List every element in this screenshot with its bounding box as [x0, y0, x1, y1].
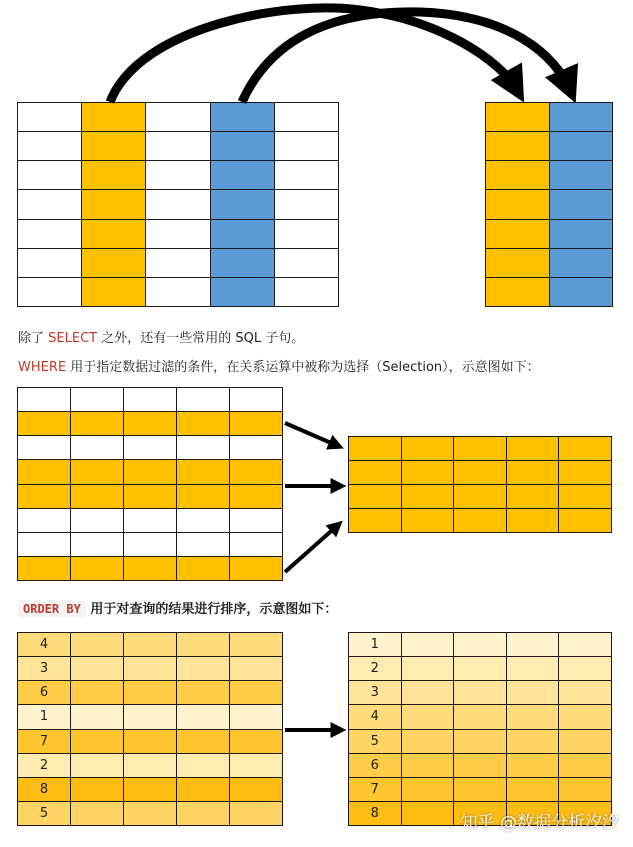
- table-cell: [230, 508, 283, 532]
- table-cell: [230, 460, 283, 484]
- table-cell: [401, 633, 454, 657]
- row-value-cell: 2: [349, 657, 402, 681]
- where-arrows: [285, 423, 340, 572]
- select-arrow-orange: [110, 8, 517, 102]
- table-cell: [559, 705, 612, 729]
- table-cell: [124, 436, 177, 460]
- text-line-orderby: [18, 598, 337, 617]
- table-cell: [401, 485, 454, 509]
- line1-post: 之外，还有一些常用的 SQL 子句。: [97, 331, 305, 346]
- table-cell: [18, 484, 71, 508]
- table-row: [349, 657, 612, 681]
- text-line-select: [18, 327, 304, 346]
- order-result-table: [348, 632, 612, 826]
- table-cell: [506, 729, 559, 753]
- table-cell: [18, 532, 71, 556]
- row-value-cell: 7: [349, 777, 402, 801]
- table-cell: [506, 681, 559, 705]
- table-row: [18, 753, 283, 777]
- row-value-cell: 8: [18, 777, 71, 801]
- table-row: [18, 388, 283, 412]
- table-cell: [177, 556, 230, 580]
- table-cell: [401, 437, 454, 461]
- table-cell: [71, 436, 124, 460]
- table-cell: [177, 412, 230, 436]
- table-cell: [454, 509, 507, 533]
- table-cell: [18, 388, 71, 412]
- table-cell: [349, 485, 402, 509]
- table-cell: [177, 508, 230, 532]
- table-row: [18, 460, 283, 484]
- table-cell: [230, 484, 283, 508]
- row-value-cell: 6: [349, 753, 402, 777]
- table-row: [349, 729, 612, 753]
- row-value-cell: 8: [349, 801, 402, 825]
- table-cell: [230, 753, 283, 777]
- table-cell: [124, 508, 177, 532]
- table-cell: [506, 509, 559, 533]
- table-cell: [559, 485, 612, 509]
- table-cell: [177, 753, 230, 777]
- table-cell: [71, 508, 124, 532]
- table-cell: [71, 681, 124, 705]
- table-cell: [177, 801, 230, 825]
- table-cell: [18, 460, 71, 484]
- table-cell: [230, 633, 283, 657]
- table-cell: [18, 556, 71, 580]
- table-cell: [71, 777, 124, 801]
- table-row: [18, 412, 283, 436]
- table-cell: [559, 657, 612, 681]
- table-cell: [18, 412, 71, 436]
- table-row: [18, 436, 283, 460]
- row-value-cell: 1: [18, 705, 71, 729]
- line3-post: 用于对查询的结果进行排序，示意图如下：: [85, 602, 338, 617]
- table-cell: [71, 484, 124, 508]
- line1-pre: 除了: [18, 331, 49, 346]
- table-cell: [454, 437, 507, 461]
- table-cell: [124, 484, 177, 508]
- table-cell: [124, 412, 177, 436]
- table-cell: [559, 753, 612, 777]
- table-row: [18, 484, 283, 508]
- table-cell: [401, 729, 454, 753]
- table-cell: [401, 657, 454, 681]
- table-cell: [454, 753, 507, 777]
- table-row: [18, 681, 283, 705]
- table-cell: [71, 633, 124, 657]
- table-cell: [506, 461, 559, 485]
- table-cell: [230, 412, 283, 436]
- table-cell: [559, 729, 612, 753]
- table-cell: [454, 681, 507, 705]
- table-cell: [506, 777, 559, 801]
- table-cell: [506, 705, 559, 729]
- table-row: [349, 777, 612, 801]
- table-cell: [71, 412, 124, 436]
- table-row: [349, 633, 612, 657]
- table-cell: [230, 729, 283, 753]
- table-cell: [177, 777, 230, 801]
- table-cell: [71, 657, 124, 681]
- table-cell: [71, 460, 124, 484]
- table-cell: [454, 485, 507, 509]
- table-cell: [230, 388, 283, 412]
- table-cell: [124, 681, 177, 705]
- table-cell: [559, 633, 612, 657]
- table-cell: [401, 509, 454, 533]
- table-cell: [401, 753, 454, 777]
- row-value-cell: 5: [18, 801, 71, 825]
- table-cell: [230, 801, 283, 825]
- table-cell: [401, 461, 454, 485]
- order-source-table: [17, 632, 283, 826]
- table-cell: [177, 532, 230, 556]
- table-cell: [71, 801, 124, 825]
- select-arrow-blue: [242, 12, 570, 102]
- table-cell: [401, 681, 454, 705]
- table-cell: [124, 657, 177, 681]
- where-result-table: [348, 436, 612, 533]
- table-row: [349, 437, 612, 461]
- row-value-cell: 3: [349, 681, 402, 705]
- table-row: [18, 532, 283, 556]
- table-cell: [124, 556, 177, 580]
- table-cell: [124, 460, 177, 484]
- table-cell: [559, 777, 612, 801]
- table-cell: [124, 777, 177, 801]
- table-cell: [124, 753, 177, 777]
- table-row: [18, 556, 283, 580]
- table-cell: [401, 801, 454, 825]
- table-cell: [18, 436, 71, 460]
- table-row: [349, 705, 612, 729]
- table-cell: [454, 705, 507, 729]
- table-cell: [230, 556, 283, 580]
- table-cell: [559, 681, 612, 705]
- table-row: [18, 633, 283, 657]
- table-cell: [454, 777, 507, 801]
- table-cell: [230, 436, 283, 460]
- table-cell: [71, 532, 124, 556]
- table-cell: [230, 532, 283, 556]
- table-row: [18, 801, 283, 825]
- table-cell: [177, 484, 230, 508]
- row-value-cell: 4: [18, 633, 71, 657]
- where-source-table: [17, 387, 283, 581]
- table-cell: [506, 753, 559, 777]
- table-row: [18, 777, 283, 801]
- table-cell: [454, 657, 507, 681]
- row-value-cell: 3: [18, 657, 71, 681]
- table-cell: [124, 801, 177, 825]
- table-row: [18, 729, 283, 753]
- table-cell: [177, 388, 230, 412]
- table-row: [18, 508, 283, 532]
- text-line-where: [18, 356, 540, 375]
- where-keyword: WHERE: [18, 360, 67, 375]
- row-value-cell: 1: [349, 633, 402, 657]
- table-cell: [124, 705, 177, 729]
- row-value-cell: 4: [349, 705, 402, 729]
- table-cell: [71, 388, 124, 412]
- table-cell: [124, 729, 177, 753]
- table-cell: [18, 508, 71, 532]
- watermark: 知乎 @数据分析汐汐: [460, 813, 619, 833]
- table-cell: [71, 705, 124, 729]
- row-value-cell: 7: [18, 729, 71, 753]
- table-cell: [230, 657, 283, 681]
- table-cell: [401, 777, 454, 801]
- table-row: [349, 509, 612, 533]
- table-row: [349, 681, 612, 705]
- table-cell: [559, 437, 612, 461]
- table-cell: [559, 461, 612, 485]
- table-cell: [124, 388, 177, 412]
- table-cell: [71, 556, 124, 580]
- table-cell: [71, 753, 124, 777]
- table-cell: [230, 681, 283, 705]
- table-cell: [506, 633, 559, 657]
- row-value-cell: 6: [18, 681, 71, 705]
- table-cell: [349, 461, 402, 485]
- table-cell: [454, 729, 507, 753]
- row-value-cell: 2: [18, 753, 71, 777]
- table-cell: [177, 633, 230, 657]
- table-row: [18, 657, 283, 681]
- table-cell: [177, 436, 230, 460]
- table-cell: [177, 729, 230, 753]
- table-cell: [177, 705, 230, 729]
- table-cell: [454, 633, 507, 657]
- table-cell: [349, 437, 402, 461]
- table-cell: [454, 461, 507, 485]
- table-cell: [71, 729, 124, 753]
- table-cell: [506, 437, 559, 461]
- table-cell: [124, 633, 177, 657]
- row-value-cell: 5: [349, 729, 402, 753]
- table-row: [349, 461, 612, 485]
- table-cell: [230, 705, 283, 729]
- table-cell: [177, 681, 230, 705]
- line2-post: 用于指定数据过滤的条件，在关系运算中被称为选择（Selection），示意图如下：: [66, 360, 540, 375]
- table-cell: [177, 657, 230, 681]
- table-row: [349, 485, 612, 509]
- table-cell: [349, 509, 402, 533]
- table-cell: [177, 460, 230, 484]
- orderby-keyword: ORDER BY: [18, 601, 86, 617]
- table-cell: [124, 532, 177, 556]
- select-keyword: SELECT: [48, 331, 98, 346]
- table-cell: [506, 485, 559, 509]
- table-cell: [506, 657, 559, 681]
- table-row: [18, 705, 283, 729]
- table-cell: [401, 705, 454, 729]
- table-cell: [559, 509, 612, 533]
- table-cell: [230, 777, 283, 801]
- table-row: [349, 753, 612, 777]
